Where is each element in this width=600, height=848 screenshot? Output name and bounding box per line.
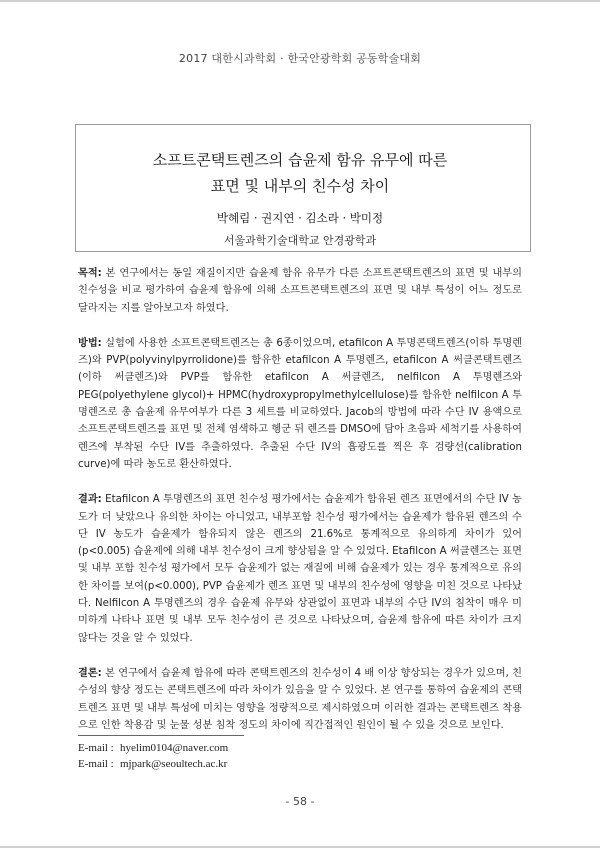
results-paragraph — [78, 491, 522, 647]
methods-label: 방법: — [78, 337, 102, 349]
email-line-2 — [78, 758, 227, 770]
purpose-paragraph — [78, 265, 522, 317]
results-text: Etafilcon A 투명렌즈의 표면 친수성 평가에서는 습윤제가 함유된 렌즈 표면에서의 수단 IV 농도가 더 낮았으나 유의한 차이는 아니었고, 내부포함 친수성 평가에서는 습윤제가 함유된 렌즈의 수단 IV 농도가 습윤제가 함유되지 않은 렌즈의 21.6%로 통계적으로 유의하게 차이가 있어(p<0.005) 습윤제에 의해 내부 친수성이 크게 향상됨을 알 수 있었다. Etafilcon A 써클렌즈는 표면 및 내부 포함 친수성 평가에서 모두 습윤제가 없는 재질에 비해 습윤제가 있는 경우 통계적으로 유의한 차이를 보여(p<0.000), PVP 습윤제가 렌즈 표면 및 내부의 친수성에 영향을 미친 것으로 나타났다. Nelfilcon A 투명렌즈의 경우 습윤제 유무와 상관없이 표면과 내부의 수단 IV의 침착이 매우 미미하게 나타나 표면 및 내부 모두 친수성이 큰 것으로 나타났으며, 습윤제 함유에 따른 차이가 크지 않다는 것을 알 수 있었다. — [78, 494, 522, 644]
footnote-rule — [78, 735, 244, 736]
purpose-label: 목적: — [78, 268, 102, 279]
title-line-2: 표면 및 내부의 친수성 차이 — [210, 177, 390, 195]
results-label: 결과: — [78, 494, 102, 506]
abstract-body — [78, 265, 522, 752]
conclusion-text: 본 연구에서 습윤제 함유에 따라 콘택트렌즈의 친수성이 4 배 이상 향상되는 경우가 있으며, 친수성의 향상 정도는 콘택트렌즈에 따라 차이가 있음을 알 수 있었다. 본 연구를 통하여 습윤제의 콘택트렌즈 표면 및 내부 특성에 미치는 영향을 정량적으로 제시하였으며 이러한 결과는 콘택트렌즈 착용으로 인한 착용감 및 눈물 성분 침착 정도의 차이에 직간접적인 원인이 될 수 있을 것으로 보인다. — [78, 667, 522, 731]
email-label-2: E-mail : — [78, 758, 114, 770]
conference-header: 2017 대한시과학회 · 한국안광학회 공동학술대회 — [178, 52, 422, 65]
authors: 박혜림 · 권지연 · 김소라 · 박미정 — [216, 211, 384, 225]
top-border — [0, 0, 600, 2]
methods-paragraph — [78, 335, 522, 473]
email-address-2: mjpark@seoultech.ac.kr — [120, 758, 228, 770]
email-address-1: hyelim0104@naver.com — [120, 742, 229, 754]
affiliation: 서울과학기술대학교 안경광학과 — [223, 234, 377, 247]
email-label-1: E-mail : — [78, 742, 114, 754]
methods-text: 실험에 사용한 소프트콘택트렌즈는 총 6종이었으며, etafilcon A 투명콘택트렌즈(이하 투명렌즈)와 PVP(polyvinylpyrrolidone)를 함유한 etafilcon A 투명렌즈, etafilcon A 써클콘택트렌즈(이하 써클렌즈)와 PVP를 함유한 etafilcon A 써클렌즈, nelfilcon A 투명렌즈와 PEG(polyethylene glycol)+ HPMC(hydroxypropylmethylcellulose)를 함유한 nelfilcon A 투명렌즈로 총 습윤제 유무여부가 다른 3 세트를 비교하였다. Jacob의 방법에 따라 수단 IV 용액으로 소프트콘택트렌즈를 표면 및 전체 염색하고 헹군 뒤 렌즈를 DMSO에 담아 초음파 세척기를 사용하여 렌즈에 부착된 수단 IV를 추출하였다. 추출된 수단 IV의 흡광도를 찍은 후 검량선(calibration curve)에 따라 농도로 환산하였다. — [78, 337, 522, 470]
conclusion-paragraph — [78, 665, 522, 734]
title-line-1: 소프트콘택트렌즈의 습윤제 함유 유무에 따른 — [152, 151, 448, 169]
page-number: - 58 - — [285, 795, 315, 808]
conclusion-label: 결론: — [78, 667, 102, 679]
email-line-1 — [78, 742, 228, 754]
purpose-text: 본 연구에서는 동일 재질이지만 습윤제 함유 유무가 다른 소프트콘택트렌즈의 표면 및 내부의 친수성을 비교 평가하여 습윤제 함유에 의해 소프트콘택트렌즈의 표면 및 내부 특성이 어느 정도로 달라지는 지를 알아보고자 하였다. — [78, 268, 522, 314]
paper-title — [0, 147, 600, 199]
